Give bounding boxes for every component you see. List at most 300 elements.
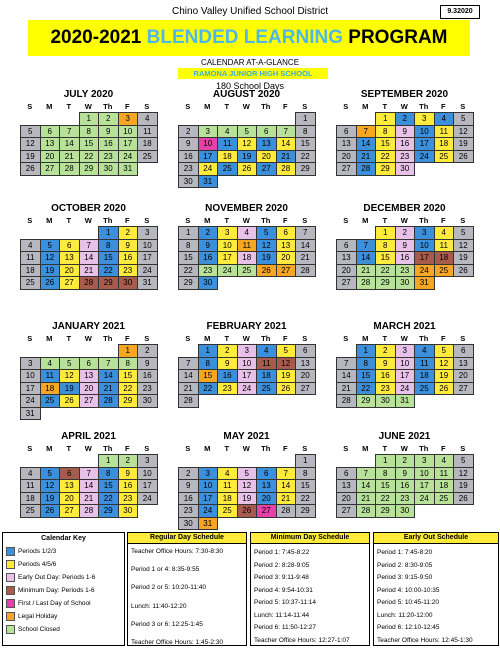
day-cell: 9 bbox=[375, 357, 396, 371]
schedule-line: Period 3: 9:15-9:50 bbox=[377, 574, 433, 581]
weekday-label: M bbox=[204, 334, 211, 343]
empty-cell bbox=[40, 226, 61, 240]
day-cell: 25 bbox=[434, 150, 455, 164]
day-cell: 29 bbox=[79, 162, 100, 176]
day-cell: 29 bbox=[295, 504, 316, 518]
weekday-label: M bbox=[362, 102, 369, 111]
day-cell: 23 bbox=[137, 382, 158, 396]
day-cell: 18 bbox=[20, 264, 41, 278]
empty-cell bbox=[217, 112, 238, 126]
weekday-label: F bbox=[124, 216, 130, 225]
empty-cell bbox=[356, 226, 377, 240]
regular-day-schedule-title: Regular Day Schedule bbox=[128, 533, 246, 544]
key-item bbox=[3, 558, 124, 571]
day-cell: 19 bbox=[256, 251, 277, 265]
weekday-label: W bbox=[84, 102, 92, 111]
day-cell: 23 bbox=[98, 150, 119, 164]
day-cell: 27 bbox=[276, 264, 297, 278]
day-cell: 9 bbox=[98, 125, 119, 139]
empty-cell bbox=[336, 112, 357, 126]
day-cell: 20 bbox=[59, 264, 80, 278]
day-cell: 31 bbox=[395, 394, 416, 408]
day-cell: 12 bbox=[276, 357, 297, 371]
day-cell: 20 bbox=[59, 492, 80, 506]
schedule-line: Lunch: 11:40-12:20 bbox=[131, 602, 187, 610]
day-cell: 14 bbox=[79, 479, 100, 493]
day-cell: 14 bbox=[79, 251, 100, 265]
day-cell: 15 bbox=[98, 479, 119, 493]
schedule-line: Teacher Office Hours: 7:30-8:30 bbox=[131, 548, 224, 555]
weekday-label: S bbox=[343, 334, 349, 343]
day-cell: 12 bbox=[20, 137, 41, 151]
day-cell: 8 bbox=[79, 125, 100, 139]
day-cell: 9 bbox=[395, 125, 416, 139]
day-cell: 28 bbox=[276, 162, 297, 176]
day-cell: 11 bbox=[414, 357, 435, 371]
day-cell: 2 bbox=[395, 454, 416, 468]
day-cell: 24 bbox=[20, 394, 41, 408]
weekday-header bbox=[20, 443, 157, 454]
day-cell: 28 bbox=[295, 264, 316, 278]
weekday-label: M bbox=[204, 216, 211, 225]
schedule-line: Period 4: 10:00-10:35 bbox=[377, 586, 440, 594]
day-cell: 20 bbox=[256, 150, 277, 164]
day-cell: 3 bbox=[217, 226, 238, 240]
weekday-label: M bbox=[204, 444, 211, 453]
day-cell: 16 bbox=[178, 492, 199, 506]
day-cell: 22 bbox=[118, 382, 139, 396]
day-cell: 28 bbox=[59, 162, 80, 176]
day-cell: 5 bbox=[276, 344, 297, 358]
empty-cell bbox=[198, 454, 219, 468]
weekday-label: F bbox=[282, 102, 288, 111]
weekday-header bbox=[336, 333, 473, 344]
day-cell: 15 bbox=[79, 137, 100, 151]
day-cell: 28 bbox=[336, 394, 357, 408]
day-cell: 11 bbox=[434, 467, 455, 481]
day-cell: 15 bbox=[295, 137, 316, 151]
day-cell: 6 bbox=[256, 467, 277, 481]
day-cell: 23 bbox=[178, 162, 199, 176]
day-cell: 13 bbox=[59, 251, 80, 265]
schedule-line: Period 1: 7:45-8:22 bbox=[254, 549, 310, 556]
month-days bbox=[20, 344, 157, 419]
day-cell: 26 bbox=[40, 276, 61, 290]
day-cell: 8 bbox=[198, 357, 219, 371]
day-cell: 9 bbox=[137, 357, 158, 371]
empty-cell bbox=[40, 112, 61, 126]
day-cell: 5 bbox=[453, 112, 474, 126]
day-cell: 27 bbox=[40, 162, 61, 176]
empty-cell bbox=[276, 454, 297, 468]
weekday-label: F bbox=[440, 334, 446, 343]
day-cell: 5 bbox=[59, 357, 80, 371]
day-cell: 29 bbox=[375, 504, 396, 518]
day-cell: 18 bbox=[434, 137, 455, 151]
month-3 bbox=[336, 88, 473, 175]
month-9 bbox=[336, 320, 473, 407]
day-cell: 31 bbox=[118, 162, 139, 176]
weekday-label: Th bbox=[103, 444, 113, 453]
day-cell: 1 bbox=[198, 344, 219, 358]
weekday-label: F bbox=[282, 444, 288, 453]
day-cell: 16 bbox=[118, 479, 139, 493]
schedule-line bbox=[128, 611, 246, 620]
empty-cell bbox=[98, 344, 119, 358]
day-cell: 17 bbox=[217, 251, 238, 265]
weekday-label: Th bbox=[419, 444, 429, 453]
day-cell: 20 bbox=[295, 369, 316, 383]
empty-cell bbox=[178, 112, 199, 126]
regular-day-schedule bbox=[127, 532, 247, 646]
day-cell: 14 bbox=[276, 479, 297, 493]
day-cell: 16 bbox=[118, 251, 139, 265]
day-cell: 6 bbox=[336, 125, 357, 139]
day-cell: 26 bbox=[276, 382, 297, 396]
weekday-label: Th bbox=[419, 102, 429, 111]
day-cell: 23 bbox=[395, 492, 416, 506]
day-cell: 20 bbox=[256, 492, 277, 506]
day-cell: 19 bbox=[453, 479, 474, 493]
empty-cell bbox=[20, 344, 41, 358]
day-cell: 10 bbox=[237, 357, 258, 371]
day-cell: 1 bbox=[375, 226, 396, 240]
day-cell: 7 bbox=[98, 357, 119, 371]
day-cell: 8 bbox=[375, 467, 396, 481]
weekday-label: W bbox=[84, 334, 92, 343]
day-cell: 7 bbox=[356, 239, 377, 253]
day-cell: 25 bbox=[256, 382, 277, 396]
day-cell: 16 bbox=[217, 369, 238, 383]
key-item bbox=[3, 623, 124, 636]
day-cell: 14 bbox=[295, 239, 316, 253]
day-cell: 12 bbox=[237, 479, 258, 493]
day-cell: 17 bbox=[198, 492, 219, 506]
day-cell: 5 bbox=[256, 226, 277, 240]
weekday-label: S bbox=[185, 334, 191, 343]
day-cell: 17 bbox=[198, 150, 219, 164]
weekday-label: Th bbox=[103, 334, 113, 343]
day-cell: 28 bbox=[98, 394, 119, 408]
day-cell: 7 bbox=[79, 239, 100, 253]
calendar-key bbox=[2, 532, 125, 646]
day-cell: 11 bbox=[217, 137, 238, 151]
schedule-line: Lunch: 11:20-12:00 bbox=[377, 611, 433, 619]
weekday-label: M bbox=[362, 334, 369, 343]
day-cell: 15 bbox=[375, 479, 396, 493]
day-cell: 7 bbox=[295, 226, 316, 240]
day-cell: 16 bbox=[137, 369, 158, 383]
day-cell: 23 bbox=[198, 264, 219, 278]
day-cell: 22 bbox=[295, 492, 316, 506]
day-cell: 21 bbox=[276, 492, 297, 506]
day-cell: 4 bbox=[434, 454, 455, 468]
month-12 bbox=[336, 430, 473, 517]
day-cell: 17 bbox=[137, 251, 158, 265]
empty-cell bbox=[336, 344, 357, 358]
day-cell: 13 bbox=[336, 137, 357, 151]
day-cell: 30 bbox=[395, 276, 416, 290]
day-cell: 2 bbox=[198, 226, 219, 240]
key-item bbox=[3, 545, 124, 558]
empty-cell bbox=[79, 226, 100, 240]
month-days bbox=[178, 226, 315, 289]
day-cell: 21 bbox=[295, 251, 316, 265]
day-cell: 29 bbox=[295, 162, 316, 176]
day-cell: 17 bbox=[237, 369, 258, 383]
day-cell: 19 bbox=[20, 150, 41, 164]
key-item bbox=[3, 610, 124, 623]
schedule-line bbox=[128, 556, 246, 565]
day-cell: 27 bbox=[453, 382, 474, 396]
day-cell: 16 bbox=[395, 251, 416, 265]
day-cell: 21 bbox=[59, 150, 80, 164]
key-swatch bbox=[6, 612, 15, 621]
day-cell: 27 bbox=[336, 276, 357, 290]
day-cell: 17 bbox=[20, 382, 41, 396]
title-program-name: BLENDED LEARNING bbox=[146, 27, 343, 48]
day-cell: 10 bbox=[414, 125, 435, 139]
day-cell: 15 bbox=[118, 369, 139, 383]
day-cell: 28 bbox=[79, 276, 100, 290]
day-cell: 21 bbox=[276, 150, 297, 164]
weekday-header bbox=[336, 215, 473, 226]
day-cell: 24 bbox=[198, 162, 219, 176]
day-cell: 29 bbox=[98, 276, 119, 290]
day-cell: 3 bbox=[198, 125, 219, 139]
day-cell: 4 bbox=[256, 344, 277, 358]
weekday-label: W bbox=[242, 334, 250, 343]
title-years: 2020-2021 bbox=[50, 27, 142, 48]
month-1 bbox=[20, 88, 157, 175]
day-cell: 13 bbox=[336, 251, 357, 265]
day-cell: 3 bbox=[395, 344, 416, 358]
schedule-line: Period 2 or 5: 10:20-11:40 bbox=[131, 584, 207, 592]
day-cell: 5 bbox=[237, 467, 258, 481]
day-cell: 24 bbox=[198, 504, 219, 518]
day-cell: 4 bbox=[137, 112, 158, 126]
day-cell: 26 bbox=[434, 382, 455, 396]
day-cell: 31 bbox=[198, 175, 219, 189]
day-cell: 30 bbox=[395, 162, 416, 176]
day-cell: 11 bbox=[137, 125, 158, 139]
key-swatch bbox=[6, 599, 15, 608]
day-cell: 6 bbox=[276, 226, 297, 240]
day-cell: 22 bbox=[198, 382, 219, 396]
empty-cell bbox=[79, 344, 100, 358]
day-cell: 2 bbox=[118, 226, 139, 240]
day-cell: 29 bbox=[356, 394, 377, 408]
weekday-header bbox=[178, 215, 315, 226]
day-cell: 15 bbox=[98, 251, 119, 265]
weekday-label: F bbox=[282, 216, 288, 225]
day-cell: 5 bbox=[20, 125, 41, 139]
day-cell: 24 bbox=[414, 492, 435, 506]
day-cell: 1 bbox=[356, 344, 377, 358]
day-cell: 10 bbox=[198, 137, 219, 151]
weekday-label: M bbox=[46, 444, 53, 453]
key-label: Early Out Day: Periods 1-6 bbox=[18, 574, 96, 581]
schedule-line bbox=[128, 574, 246, 583]
weekday-header bbox=[20, 333, 157, 344]
weekday-label: T bbox=[66, 334, 72, 343]
schedule-line: Teacher Office Hours: 12:45-1:30 bbox=[377, 636, 473, 644]
key-label: Periods 4/5/6 bbox=[18, 561, 57, 568]
weekday-label: S bbox=[302, 334, 308, 343]
key-label: School Closed bbox=[18, 626, 60, 633]
month-days bbox=[178, 454, 315, 529]
day-cell: 9 bbox=[118, 239, 139, 253]
day-cell: 26 bbox=[453, 492, 474, 506]
day-cell: 24 bbox=[137, 492, 158, 506]
calendar-key-title: Calendar Key bbox=[41, 535, 86, 542]
schedule-line bbox=[128, 629, 246, 638]
day-cell: 5 bbox=[453, 226, 474, 240]
day-cell: 15 bbox=[295, 479, 316, 493]
day-cell: 22 bbox=[79, 150, 100, 164]
day-cell: 23 bbox=[395, 150, 416, 164]
month-title: APRIL 2021 bbox=[61, 431, 116, 442]
day-cell: 31 bbox=[198, 517, 219, 531]
day-cell: 26 bbox=[237, 504, 258, 518]
weekday-label: M bbox=[46, 216, 53, 225]
day-cell: 27 bbox=[336, 504, 357, 518]
day-cell: 11 bbox=[217, 479, 238, 493]
weekday-label: S bbox=[343, 102, 349, 111]
day-cell: 10 bbox=[217, 239, 238, 253]
school-days-count: 180 School Days bbox=[215, 81, 285, 91]
day-cell: 19 bbox=[59, 382, 80, 396]
day-cell: 13 bbox=[256, 479, 277, 493]
month-days bbox=[178, 344, 315, 407]
day-cell: 13 bbox=[256, 137, 277, 151]
empty-cell bbox=[59, 344, 80, 358]
day-cell: 21 bbox=[356, 150, 377, 164]
day-cell: 10 bbox=[414, 239, 435, 253]
day-cell: 22 bbox=[375, 150, 396, 164]
day-cell: 6 bbox=[79, 357, 100, 371]
day-cell: 9 bbox=[395, 239, 416, 253]
day-cell: 14 bbox=[336, 369, 357, 383]
day-cell: 30 bbox=[178, 175, 199, 189]
empty-cell bbox=[217, 454, 238, 468]
day-cell: 26 bbox=[237, 162, 258, 176]
weekday-label: T bbox=[224, 334, 230, 343]
day-cell: 17 bbox=[118, 137, 139, 151]
day-cell: 2 bbox=[178, 467, 199, 481]
empty-cell bbox=[356, 112, 377, 126]
day-cell: 21 bbox=[178, 382, 199, 396]
day-cell: 14 bbox=[356, 479, 377, 493]
weekday-label: M bbox=[204, 102, 211, 111]
day-cell: 12 bbox=[256, 239, 277, 253]
day-cell: 12 bbox=[59, 369, 80, 383]
weekday-label: Th bbox=[261, 102, 271, 111]
day-cell: 9 bbox=[118, 467, 139, 481]
day-cell: 13 bbox=[276, 239, 297, 253]
weekday-label: F bbox=[124, 334, 130, 343]
day-cell: 20 bbox=[336, 150, 357, 164]
day-cell: 12 bbox=[434, 357, 455, 371]
day-cell: 30 bbox=[375, 394, 396, 408]
day-cell: 14 bbox=[356, 251, 377, 265]
day-cell: 16 bbox=[98, 137, 119, 151]
day-cell: 19 bbox=[40, 264, 61, 278]
day-cell: 2 bbox=[98, 112, 119, 126]
weekday-label: S bbox=[27, 216, 33, 225]
key-item bbox=[3, 571, 124, 584]
day-cell: 4 bbox=[414, 344, 435, 358]
month-days bbox=[20, 226, 157, 289]
weekday-label: F bbox=[282, 334, 288, 343]
empty-cell bbox=[40, 344, 61, 358]
schedule-line: Period 6: 12:10-12:45 bbox=[377, 624, 440, 631]
day-cell: 19 bbox=[434, 369, 455, 383]
day-cell: 15 bbox=[375, 251, 396, 265]
weekday-label: S bbox=[302, 216, 308, 225]
day-cell: 26 bbox=[453, 150, 474, 164]
key-swatch bbox=[6, 573, 15, 582]
weekday-label: S bbox=[185, 444, 191, 453]
day-cell: 1 bbox=[98, 454, 119, 468]
weekday-label: T bbox=[382, 444, 388, 453]
day-cell: 7 bbox=[178, 357, 199, 371]
empty-cell bbox=[178, 454, 199, 468]
day-cell: 1 bbox=[118, 344, 139, 358]
day-cell: 7 bbox=[276, 467, 297, 481]
empty-cell bbox=[256, 454, 277, 468]
day-cell: 1 bbox=[98, 226, 119, 240]
day-cell: 18 bbox=[237, 251, 258, 265]
day-cell: 17 bbox=[414, 137, 435, 151]
empty-cell bbox=[237, 454, 258, 468]
day-cell: 2 bbox=[217, 344, 238, 358]
day-cell: 26 bbox=[40, 504, 61, 518]
month-days bbox=[178, 112, 315, 187]
empty-cell bbox=[178, 344, 199, 358]
day-cell: 11 bbox=[20, 251, 41, 265]
weekday-label: Th bbox=[103, 216, 113, 225]
month-11 bbox=[178, 430, 315, 529]
day-cell: 22 bbox=[98, 264, 119, 278]
day-cell: 10 bbox=[137, 239, 158, 253]
day-cell: 14 bbox=[98, 369, 119, 383]
day-cell: 23 bbox=[375, 382, 396, 396]
day-cell: 21 bbox=[79, 492, 100, 506]
day-cell: 21 bbox=[98, 382, 119, 396]
weekday-label: F bbox=[124, 102, 130, 111]
day-cell: 28 bbox=[356, 276, 377, 290]
month-4 bbox=[20, 202, 157, 289]
key-label: Periods 1/2/3 bbox=[18, 548, 57, 555]
day-cell: 7 bbox=[79, 467, 100, 481]
day-cell: 26 bbox=[59, 394, 80, 408]
schedule-line: Lunch: 11:14-11:44 bbox=[254, 611, 310, 619]
weekday-label: S bbox=[185, 216, 191, 225]
weekday-header bbox=[178, 333, 315, 344]
month-5 bbox=[178, 202, 315, 289]
day-cell: 8 bbox=[375, 239, 396, 253]
weekday-label: Th bbox=[261, 444, 271, 453]
weekday-label: S bbox=[343, 444, 349, 453]
day-cell: 1 bbox=[375, 454, 396, 468]
day-cell: 8 bbox=[118, 357, 139, 371]
day-cell: 19 bbox=[453, 251, 474, 265]
page-title bbox=[28, 20, 470, 56]
weekday-label: T bbox=[224, 216, 230, 225]
weekday-label: S bbox=[343, 216, 349, 225]
day-cell: 9 bbox=[178, 137, 199, 151]
